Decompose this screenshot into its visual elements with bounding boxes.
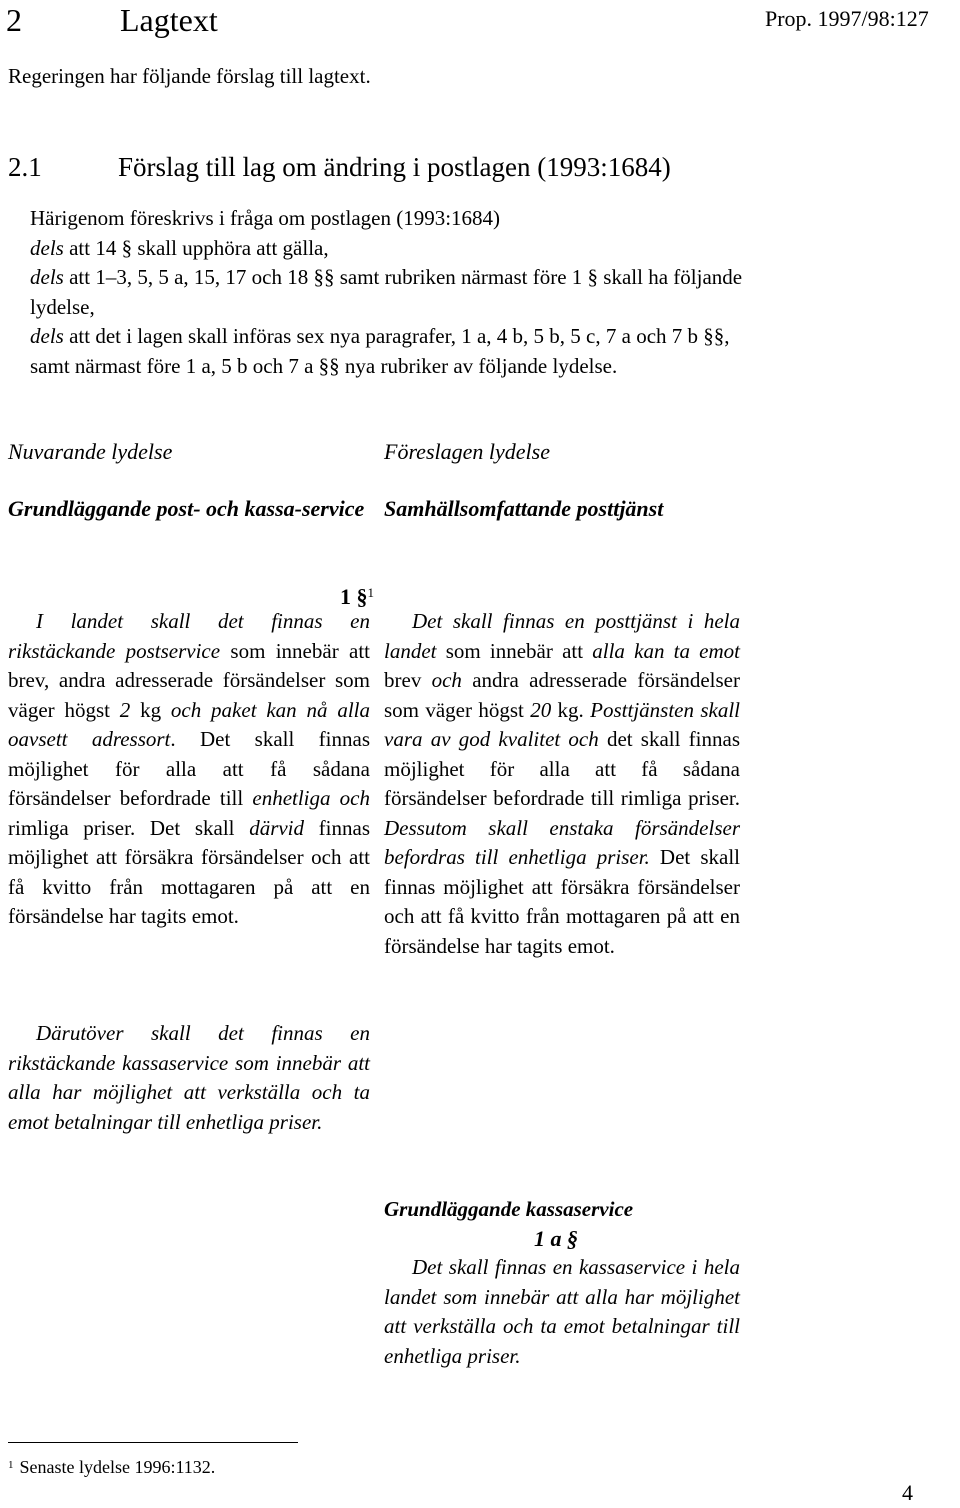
footnote-text: Senaste lydelse 1996:1132. [19,1457,216,1477]
preamble-dels-3 [8,322,750,381]
text-span: brev [384,668,432,692]
dels-word: dels [30,324,64,349]
text-span: kg [130,697,171,722]
footnote [8,1455,215,1479]
text-span: som innebär att brev, andra adresserade försändelser som väger högst [8,638,370,722]
preamble [8,204,750,382]
intro-text: Regeringen har följande förslag till lagtext. [8,64,371,88]
page-number: 4 [902,1480,913,1505]
italic-span: alla kan ta emot [592,638,740,663]
current-wording-text [8,607,370,932]
dels-word: dels [30,235,64,260]
proposed-paragraph-1 [384,607,740,961]
rubric-kassaservice: Grundläggande kassaservice [384,1197,634,1221]
column-heading-proposed: Föreslagen lydelse [384,439,550,464]
subsection-number: 2.1 [8,152,42,182]
text-span: som innebär att [436,638,593,663]
proposed-1a-text [384,1253,740,1371]
dels-word: dels [30,265,64,290]
footnote-ref: 1 [367,585,374,600]
text-span: det skall finnas möjlighet för alla att få sådana försändelser befordrade till rimliga priser. [384,727,740,810]
section-title: Lagtext [120,2,218,38]
subsection-title: Förslag till lag om ändring i postlagen (1993:1684) [118,152,671,182]
italic-span: och [431,668,462,692]
prop-reference: Prop. 1997/98:127 [765,6,929,31]
text-span: Det skall finnas möjlighet att försäkra försändelser och att få kvitto från mottagaren på att en försändelse har tagits emot. [384,845,740,958]
preamble-line: Härigenom föreskrivs i fråga om postlagen (1993:1684) [30,206,501,230]
italic-span: Dessutom skall enstaka försändelser befordras till enhetliga priser. [384,815,740,869]
footnote-number: 1 [8,1459,14,1471]
rubric-proposed: Samhällsomfattande posttjänst [384,496,664,521]
italic-span: enhetliga och [252,786,370,810]
italic-span: I landet skall det finnas en rikstäckande postservice [8,609,370,663]
dels-text: att det i lagen skall införas sex nya paragrafer, 1 a, 4 b, 5 b, 5 c, 7 a och 7 b §§, samt närmast före 1 a, 5 b och 7 a §§ nya rubriker av följande lydelse. [30,324,730,378]
text-span: rimliga priser. Det skall [8,815,250,840]
footnote-divider [8,1442,298,1443]
section-sign-1a: 1 a § [534,1226,578,1251]
text-span: . Det skall finnas möjlighet för alla att få sådana försändelser befordrade till [8,727,370,810]
rubric-current: Grundläggande post- och kassa-service [8,496,365,521]
italic-span: Det skall finnas en posttjänst i hela landet [384,609,740,663]
italic-span: Posttjänsten skall vara av god kvalitet och [384,697,740,751]
proposed-1a-paragraph: Det skall finnas en kassaservice i hela landet som innebär att alla har möjlighet att verkställa och ta emot betalningar till enhetliga priser. [384,1255,740,1368]
section-sign-label: 1 § [340,584,368,609]
current-paragraph-1 [8,607,370,932]
column-heading-current: Nuvarande lydelse [8,439,173,464]
preamble-dels-2 [8,263,750,322]
italic-span: 20 [530,697,552,722]
section-number: 2 [6,2,22,38]
dels-text: att 14 § skall upphöra att gälla, [63,235,329,260]
italic-span: och paket kan nå alla oavsett adressort [8,697,370,751]
dels-text: att 1–3, 5, 5 a, 15, 17 och 18 §§ samt rubriken närmast före 1 § skall ha följande lydelse, [30,265,743,319]
italic-span: 2 [119,697,131,722]
current-paragraph-2: Därutöver skall det finnas en rikstäckande kassaservice som innebär att alla har möjlighet att verkställa och ta emot betalningar till enhetliga priser. [8,1021,370,1134]
text-span: finnas möjlighet att försäkra försändelser och att få kvitto från mottagaren på att en försändelse har tagits emot. [8,815,370,928]
italic-span: därvid [249,815,305,840]
proposed-wording-text [384,607,740,961]
current-wording-text-2 [8,1019,370,1137]
text-span: kg. [551,697,591,722]
text-span: andra adresserade försändelser som väger högst [384,668,740,722]
preamble-dels-1 [8,234,750,264]
